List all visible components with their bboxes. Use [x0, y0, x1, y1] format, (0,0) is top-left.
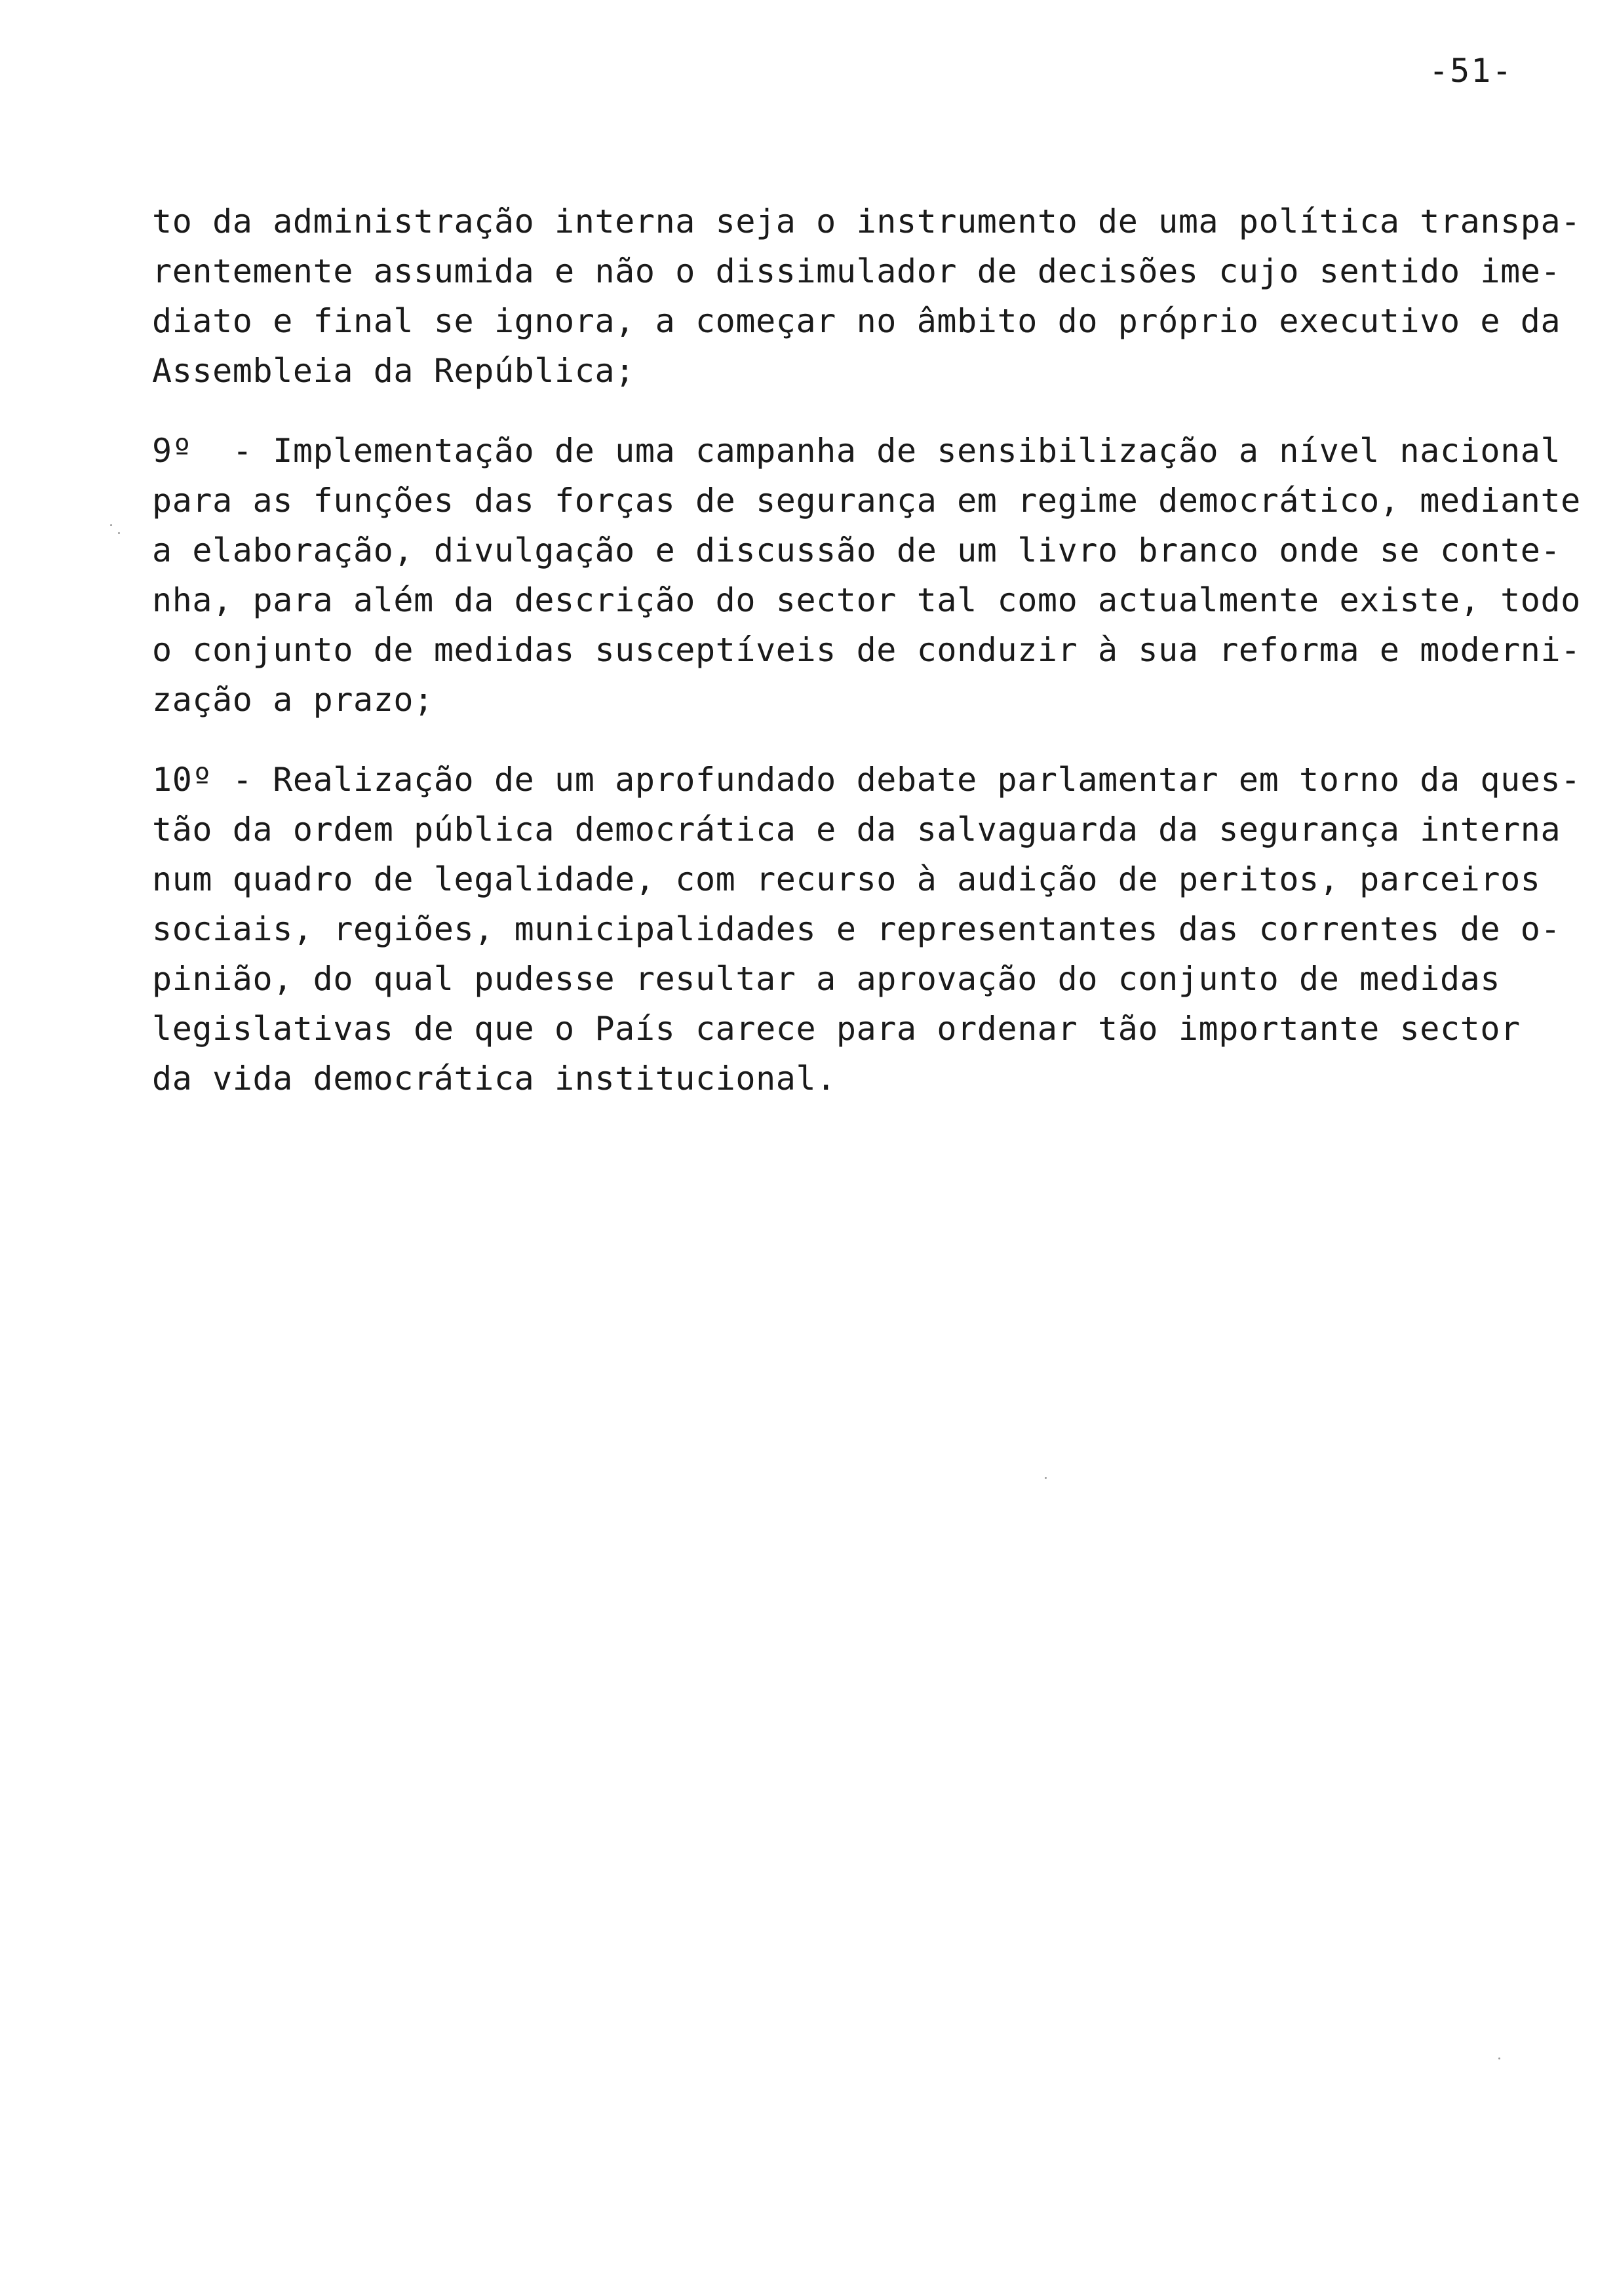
- text-line: para as funções das forças de segurança em regime democrático, mediante: [152, 482, 1581, 520]
- text-line: to da administração interna seja o instrumento de uma política transpa-: [152, 202, 1581, 240]
- text-line: a elaboração, divulgação e discussão de um livro branco onde se conte-: [152, 531, 1561, 569]
- text-line: o conjunto de medidas susceptíveis de conduzir à sua reforma e moderni-: [152, 631, 1581, 669]
- text-line: num quadro de legalidade, com recurso à audição de peritos, parceiros: [152, 860, 1541, 898]
- scan-speck: [1045, 1477, 1047, 1479]
- text-line: pinião, do qual pudesse resultar a aprovação do conjunto de medidas: [152, 960, 1501, 998]
- text-line: legislativas de que o País carece para ordenar tão importante sector: [152, 1010, 1521, 1048]
- text-line: 10º - Realização de um aprofundado debate parlamentar em torno da ques-: [152, 761, 1581, 799]
- text-line: 9º - Implementação de uma campanha de sensibilização a nível nacional: [152, 432, 1561, 470]
- text-line: zação a prazo;: [152, 681, 434, 719]
- text-line: da vida democrática institucional.: [152, 1060, 836, 1098]
- scan-speck: [1498, 2057, 1500, 2059]
- text-line: Assembleia da República;: [152, 352, 635, 390]
- text-line: nha, para além da descrição do sector tal como actualmente existe, todo: [152, 581, 1581, 619]
- text-line: sociais, regiões, municipalidades e representantes das correntes de o-: [152, 910, 1561, 948]
- scan-speck: [110, 524, 112, 526]
- paragraph-continuation: [152, 197, 1607, 396]
- paragraph-item-9: [152, 426, 1607, 725]
- page-number: -51-: [1429, 52, 1513, 90]
- text-line: rentemente assumida e não o dissimulador de decisões cujo sentido ime-: [152, 252, 1561, 290]
- scan-speck: [118, 532, 120, 534]
- text-line: tão da ordem pública democrática e da salvaguarda da segurança interna: [152, 811, 1561, 849]
- paragraph-item-10: [152, 755, 1607, 1103]
- text-line: diato e final se ignora, a começar no âmbito do próprio executivo e da: [152, 302, 1561, 340]
